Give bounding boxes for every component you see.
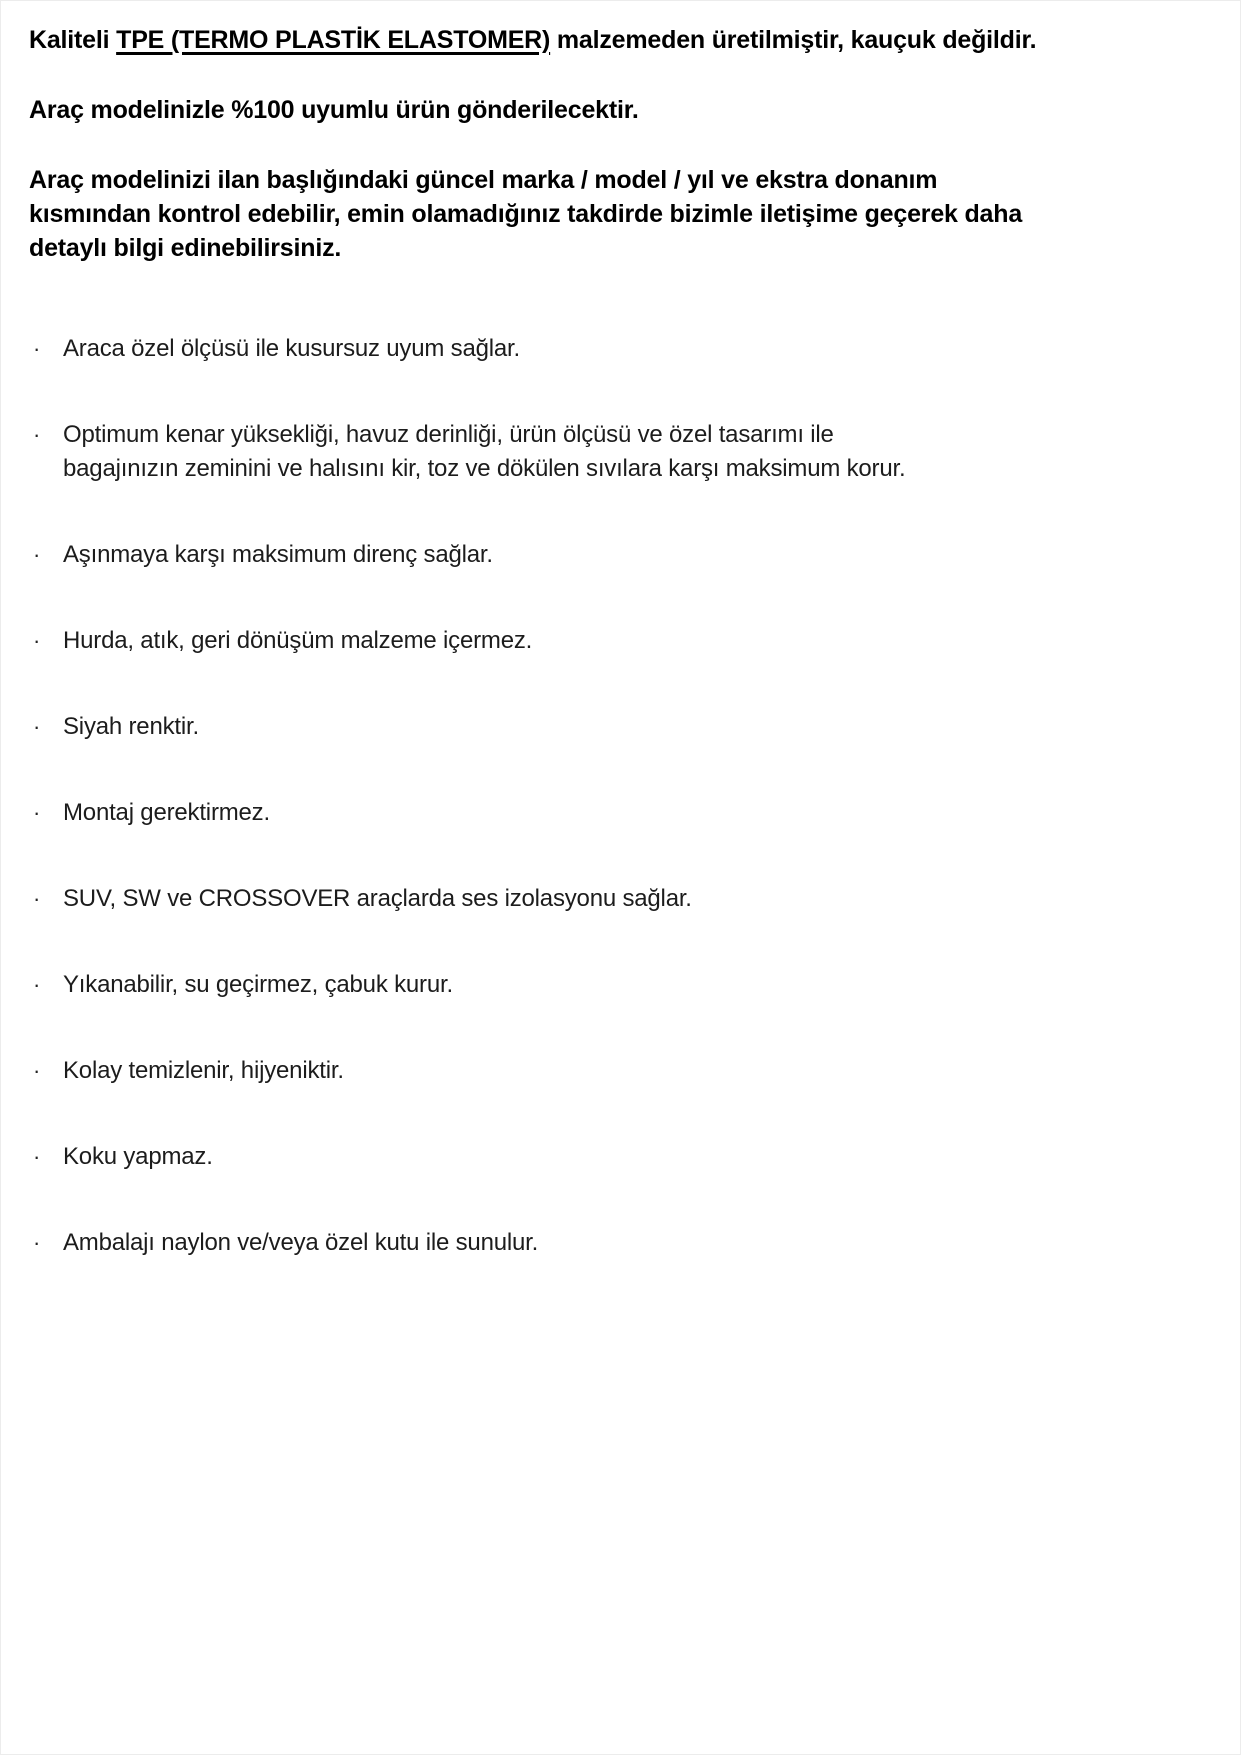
list-item-text [63,796,270,830]
list-item [29,1226,1204,1260]
list-item [29,538,1204,572]
compatibility-heading: Araç modelinizle %100 uyumlu ürün gönderilecektir. [29,96,639,124]
bullet-marker: · [33,1058,41,1083]
material-name-underlined: TPE (TERMO PLASTİK ELASTOMER) [116,26,551,54]
material-heading-suffix: malzemeden üretilmiştir, kauçuk değildir. [550,26,1037,54]
list-item-text [63,624,532,658]
bullet-marker: · [33,1230,41,1255]
document-page [1,1,1240,1260]
list-item [29,710,1204,744]
list-item-text [63,1226,538,1260]
list-item-text [63,882,692,916]
list-item-line: SUV, SW ve CROSSOVER araçlarda ses izolasyonu sağlar. [63,885,692,912]
list-item-text [63,332,520,366]
list-item-line: Siyah renktir. [63,713,199,740]
list-item-line: Optimum kenar yüksekliği, havuz derinliği, ürün ölçüsü ve özel tasarımı ile [63,421,834,448]
bullet-marker: · [33,1144,41,1169]
list-item [29,418,1204,486]
bullet-marker: · [33,336,41,361]
list-item-line: Araca özel ölçüsü ile kusursuz uyum sağlar. [63,335,520,362]
model-check-paragraph [29,163,1204,265]
list-item [29,332,1204,366]
list-item-line: Kolay temizlenir, hijyeniktir. [63,1057,344,1084]
bullet-marker: · [33,886,41,911]
list-item-text [63,1140,213,1174]
list-item [29,624,1204,658]
list-item-line: Yıkanabilir, su geçirmez, çabuk kurur. [63,971,453,998]
list-item [29,968,1204,1002]
list-item-line: Ambalajı naylon ve/veya özel kutu ile sunulur. [63,1229,539,1256]
features-list [29,332,1204,1260]
bullet-marker: · [33,972,41,997]
list-item-text [63,710,199,744]
list-item [29,796,1204,830]
list-item [29,882,1204,916]
list-item-line: Hurda, atık, geri dönüşüm malzeme içermez. [63,627,533,654]
list-item-text [63,968,453,1002]
list-item-text [63,1054,344,1088]
model-check-line: Araç modelinizi ilan başlığındaki güncel marka / model / yıl ve ekstra donanım [29,166,938,194]
bullet-marker: · [33,628,41,653]
list-item [29,1140,1204,1174]
bullet-marker: · [33,800,41,825]
material-heading-prefix: Kaliteli [29,26,117,54]
model-check-line: detaylı bilgi edinebilirsiniz. [29,234,342,262]
list-item-line: bagajınızın zeminini ve halısını kir, toz ve dökülen sıvılara karşı maksimum korur. [63,455,906,482]
bullet-marker: · [33,542,41,567]
material-heading [29,23,1204,57]
list-item [29,1054,1204,1088]
model-check-line: kısmından kontrol edebilir, emin olamadığınız takdirde bizimle iletişime geçerek daha [29,200,1023,228]
list-item-text [63,418,905,486]
bullet-marker: · [33,422,41,447]
bullet-marker: · [33,714,41,739]
list-item-line: Montaj gerektirmez. [63,799,270,826]
list-item-line: Aşınmaya karşı maksimum direnç sağlar. [63,541,493,568]
list-item-text [63,538,493,572]
list-item-line: Koku yapmaz. [63,1143,213,1170]
